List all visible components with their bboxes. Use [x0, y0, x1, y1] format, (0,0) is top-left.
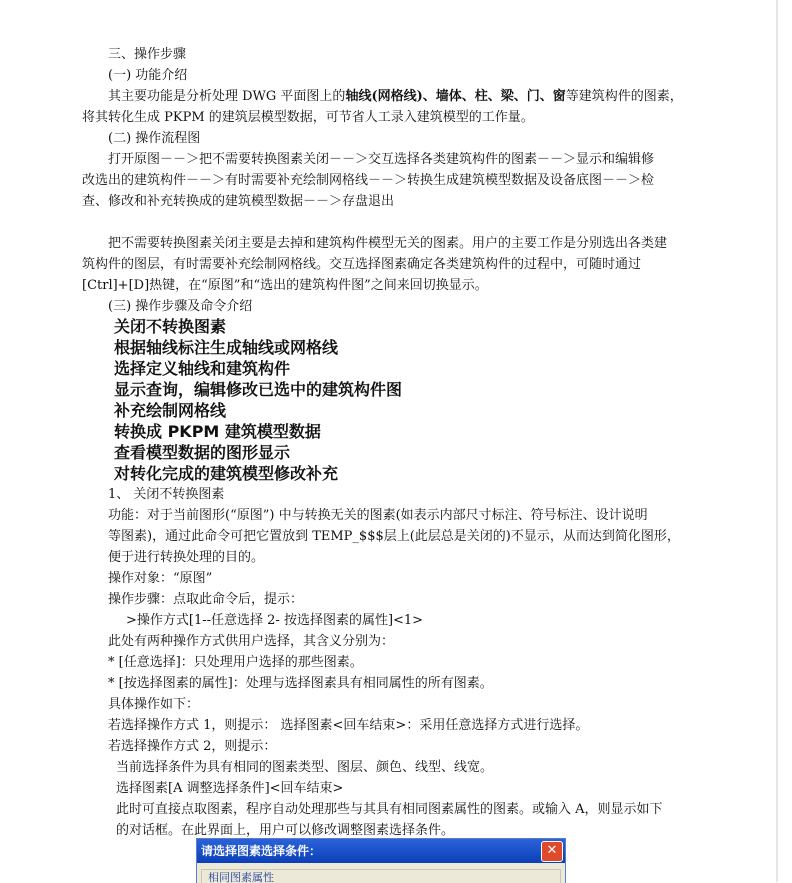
close-icon[interactable]: ✕	[541, 841, 563, 862]
intro-text-end: 等建筑构件的图素，	[565, 89, 683, 104]
command-gen-axis: 根据轴线标注生成轴线或网格线	[114, 338, 339, 357]
note-line-2: 的对话框。在此界面上，用户可以修改调整图素选择条件。	[116, 823, 455, 838]
command-select-define: 选择定义轴线和建筑构件	[114, 359, 291, 378]
two-ways: 此处有两种操作方式供用户选择，其含义分别为：	[108, 634, 395, 649]
flow-line-2: 改选出的建筑构件－－＞有时需要补充绘制网格线－－＞转换生成建筑模型数据及设备底图－－＞检	[82, 173, 655, 188]
intro-line-1	[108, 88, 683, 105]
func-line-1: 功能：对于当前图形(“原图”) 中与转换无关的图素(如表示内部尺寸标注、符号标注、设计说明	[108, 508, 648, 523]
para-line-1: 把不需要转换图素关闭主要是去掉和建筑构件模型无关的图素。用户的主要工作是分别选出各类建	[108, 236, 668, 251]
para-line-3: [Ctrl]+[D]热键，在“原图”和“选出的建筑构件图”之间来回切换显示。	[82, 278, 488, 293]
option-1: * [任意选择]：只处理用户选择的那些图素。	[108, 655, 363, 670]
command-draw-grid: 补充绘制网格线	[114, 401, 227, 420]
page-edge	[776, 0, 778, 882]
func-line-2: 等图素)，通过此命令可把它置放到 TEMP_$$$层上(此层总是关闭的)不显示，从而达到简化图形，	[108, 529, 680, 544]
command-display-edit: 显示查询，编辑修改已选中的建筑构件图	[114, 380, 403, 399]
intro-text: 其主要功能是分析处理 DWG 平面图上的	[108, 89, 346, 104]
howto: 具体操作如下：	[108, 697, 200, 712]
option-2: * [按选择图素的属性]：处理与选择图素具有相同属性的所有图素。	[108, 676, 493, 691]
operation-object: 操作对象：“原图”	[108, 571, 213, 586]
operation-prompt: >操作方式[1--任意选择 2- 按选择图素的属性]<1>	[126, 613, 424, 628]
flow-line-3: 查、修改和补充转换成的建筑模型数据－－＞存盘退出	[82, 194, 395, 209]
way-1: 若选择操作方式 1，则提示： 选择图素<回车结束>：采用任意选择方式进行选择。	[108, 718, 589, 733]
intro-line-2: 将其转化生成 PKPM 的建筑层模型数据，可节省人工录入建筑模型的工作量。	[82, 110, 534, 125]
section-1-title: (一) 功能介绍	[108, 68, 188, 83]
item-1-title: 1、 关闭不转换图素	[108, 487, 225, 502]
section-2-title: (二) 操作流程图	[108, 131, 201, 146]
selection-condition-dialog	[196, 838, 566, 883]
command-convert-pkpm: 转换成 PKPM 建筑模型数据	[114, 422, 321, 441]
select-condition: 当前选择条件为具有相同的图素类型、图层、颜色、线型、线宽。	[116, 760, 494, 775]
select-prompt: 选择图素[A 调整选择条件]<回车结束>	[116, 781, 344, 796]
func-line-3: 便于进行转换处理的目的。	[108, 550, 265, 565]
group-label: 相同图素属性	[208, 871, 274, 883]
operation-steps: 操作步骤：点取此命令后，提示：	[108, 592, 304, 607]
note-line-1: 此时可直接点取图素，程序自动处理那些与其具有相同图素属性的图素。或输入 A，则显示如下	[116, 802, 663, 817]
intro-bold: 轴线(网格线)、墙体、柱、梁、门、窗	[345, 89, 566, 104]
para-line-2: 筑构件的图层，有时需要补充绘制网格线。交互选择图素确定各类建筑构件的过程中，可随时通过	[82, 257, 642, 272]
flow-line-1: 打开原图－－＞把不需要转换图素关闭－－＞交互选择各类建筑构件的图素－－＞显示和编辑修	[108, 152, 655, 167]
command-close-unconverted: 关闭不转换图素	[114, 317, 227, 336]
section-3-title: 三、操作步骤	[108, 47, 187, 62]
dialog-titlebar	[197, 839, 565, 863]
dialog-title: 请选择图素选择条件：	[201, 844, 322, 858]
section-3-sub-title: (三) 操作步骤及命令介绍	[108, 299, 253, 314]
command-modify-model: 对转化完成的建筑模型修改补充	[114, 464, 339, 483]
way-2: 若选择操作方式 2，则提示：	[108, 739, 277, 754]
command-view-model: 查看模型数据的图形显示	[114, 443, 291, 462]
same-attribute-group	[201, 869, 561, 883]
